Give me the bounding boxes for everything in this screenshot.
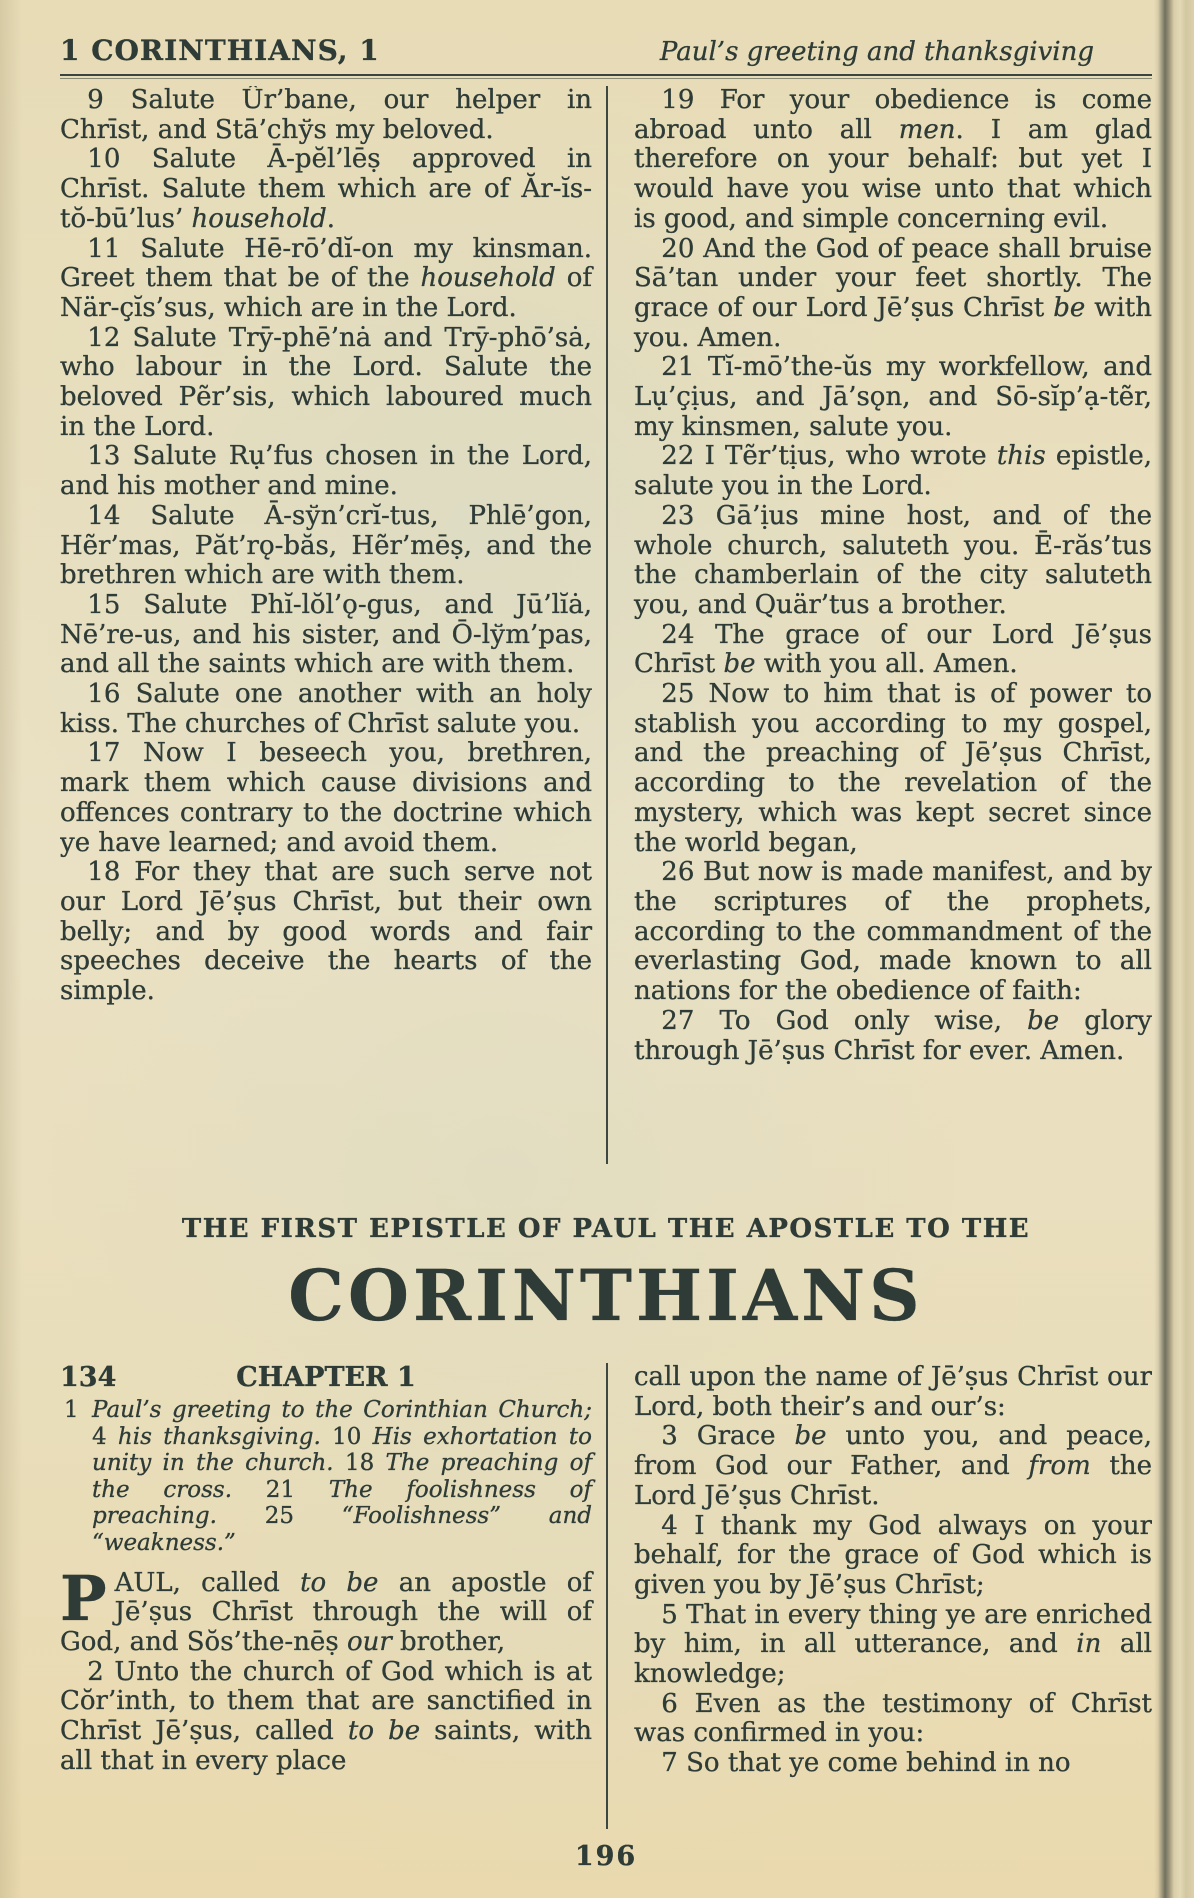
verse-text: Salute Phĭ-lŏl’ǫ-gus, and Jū’lĭȧ, Nē’re-us, and his sister, and Ō-lўm’pas, and all the saints which are with them. [60,589,593,680]
verse-text: And the God of peace shall bruise Sā’tan under your feet shortly. The grace of our Lord Jē’ṣus Chrīst be with you. Amen. [634,233,1152,353]
verse [634,1601,1152,1690]
right-text-column [606,86,1152,1164]
verse [634,442,1152,501]
verse-text: Salute Hē-rō’dĭ-on my kinsman. Greet them that be of the household of När-çĭs’sus, which are in the Lord. [60,233,592,323]
verse-text: Grace be unto you, and peace, from God our Father, and from the Lord Jē’ṣus Chrīst. [634,1421,1152,1511]
verse [60,858,592,1007]
verse [634,235,1152,354]
verse-number: 4 [661,1510,678,1541]
corinthians-chapter1-columns [60,1363,1152,1829]
verse [60,502,592,591]
verse-text: For they that are such serve not our Lord Jē’ṣus Chrīst, but their own belly; and by good words and fair speeches deceive the hearts of the simple. [60,857,593,1007]
verse [634,680,1152,858]
verse [60,591,592,680]
verse-text: Tĭ-mō’the-ŭs my workfellow, and Lụ’çịus, and Jā’sǫn, and Sō-sĭp’ạ-tẽr, my kinsmen, salute you. [634,352,1152,442]
left-verse-flow [60,1658,592,1777]
verse-number: 10 [87,144,121,175]
epistle-kicker-line: THE FIRST EPISTLE OF PAUL THE APOSTLE TO THE [181,1214,1031,1244]
verse-number: 17 [87,738,121,769]
verse-number: 21 [661,352,695,383]
verse-text: Salute one another with an holy kiss. The churches of Chrīst salute you. [60,679,592,739]
running-header [60,34,1152,67]
verse [60,1561,592,1658]
verse-number: 12 [87,322,121,353]
verse-number: 6 [661,1688,678,1719]
verse-text: Now to him that is of power to stablish you according to my gospel, and the preaching of Jē’ṣus Chrīst, according to the revelation of the mystery, which was kept secret since the world began, [634,679,1152,858]
verse-text: So that ye come behind in no [686,1748,1071,1779]
epistle-title: CORINTHIANS [288,1254,924,1337]
verse-number: 13 [87,441,121,472]
verse-number: 5 [661,1599,678,1630]
verse-text: Salute Ûr’bane, our helper in Chrīst, and Stā’chўs my beloved. [60,86,593,145]
verse [634,1007,1152,1066]
drop-cap: P [60,1561,107,1635]
verse-number: 2 [87,1656,104,1687]
verse [634,858,1152,1007]
verse-number: 25 [661,679,695,710]
book-gutter-edge [1154,0,1194,1898]
book-chapter-heading: 1 CORINTHIANS, 1 [60,34,380,67]
verse-number: 23 [661,500,695,531]
verse [60,739,592,858]
verse-text: I Tẽr’tịus, who wrote this epistle, salute you in the Lord. [634,441,1152,502]
verse [634,621,1152,680]
verse [60,1658,592,1777]
verse-number: 11 [87,233,121,264]
verse-number: 22 [661,441,695,472]
verse [634,86,1152,235]
romans-closing-columns [60,86,1152,1164]
verse-text: Unto the church of God which is at Cŏr’inth, to them that are sanctified in Chrīst Jē’ṣus, called to be saints, with all that in every place [60,1656,592,1776]
verse-text: Salute Ā-pĕl’lēṣ approved in Chrīst. Salute them which are of Ăr-ĭs-tŏ-bū’lus’ household. [60,144,593,234]
summary-text: Paul’s greeting to the Corinthian Church; 4 his thanksgiving. 10 His exhortation to unity in the church. 18 The preaching of the cross. 21 The foolishness of preaching. 25 “Foolishness” and “weakness.” [92,1397,592,1556]
verse [634,1512,1152,1601]
verse [60,442,592,501]
verse [634,353,1152,442]
verse-number: 9 [87,86,104,115]
right-verse-flow [634,1422,1152,1778]
verse [634,1690,1152,1749]
chapter-summary [60,1397,592,1557]
verse-number: 16 [87,679,121,710]
right-text-column [606,1363,1152,1829]
verse-text: Salute Ā-sўn’crĭ-tus, Phlē’gon, Hẽr’mas, Păt’rǫ-băs, Hẽr’mēṣ, and the brethren which are with them. [60,500,593,591]
verse-text: But now is made manifest, and by the scriptures of the prophets, according to the commandment of the everlasting God, made known to all nations for the obedience of faith: [634,857,1152,1007]
verse-number: 15 [87,589,121,620]
verse-number: 26 [661,857,695,888]
verse [60,324,592,443]
running-head-title: Paul’s greeting and thanksgiving [659,37,1094,67]
page-content [60,34,1152,1872]
verse [60,145,592,234]
page-number: 196 [574,1841,638,1872]
verse [634,1749,1152,1779]
left-text-column [60,86,606,1164]
verse-text: The grace of our Lord Jē’ṣus Chrīst be with you all. Amen. [634,619,1152,680]
chapter-heading-row [60,1363,592,1393]
verse-number: 3 [661,1421,678,1452]
verse [60,680,592,739]
verse-text: Even as the testimony of Chrīst was confirmed in you: [634,1688,1152,1749]
verse-text: That in every thing ye are enriched by him, in all utterance, and in all knowledge; [634,1599,1152,1690]
verse-text: Salute Rụ’fus chosen in the Lord, and his mother and mine. [60,441,593,502]
verse-continuation: call upon the name of Jē’ṣus Chrīst our Lord, both their’s and our’s: [634,1363,1152,1422]
verse-number: 14 [87,500,121,531]
verse-number: 27 [661,1005,695,1036]
verse-text: Now I beseech you, brethren, mark them which cause divisions and offences contrary to the doctrine which ye have learned; and avoid them. [60,738,592,858]
verse-number: 19 [661,86,695,115]
verse-text: Salute Trȳ-phē’nȧ and Trȳ-phō’sȧ, who labour in the Lord. Salute the beloved Pẽr’sis, which laboured much in the Lord. [60,322,592,442]
verse-text: Gā’ịus mine host, and of the whole church, saluteth you. Ē-răs’tus the chamberlain of the city saluteth you, and Quär’tus a brother. [634,500,1152,620]
verse [60,235,592,324]
verse-text: I thank my God always on your behalf, for the grace of God which is given you by Jē’ṣus Chrīst; [634,1510,1152,1600]
verse [60,86,592,145]
verse-number: 7 [661,1748,678,1779]
header-rule [60,74,1152,79]
verse-number: 18 [87,857,121,888]
verse-text: AUL, called to be an apostle of Jē’ṣus Chrīst through the will of God, and Sŏs’the-nēṣ our brother, [60,1567,592,1657]
left-page-edge-shading [0,0,22,1898]
left-text-column [60,1363,606,1829]
verse-number: 24 [661,619,695,650]
chapter-heading: CHAPTER 1 [236,1363,416,1393]
verse-text: To God only wise, be glory through Jē’ṣus Chrīst for ever. Amen. [634,1005,1152,1066]
summary-lead-number: 1 [64,1397,79,1423]
verse-number: 20 [661,233,695,264]
verse [634,502,1152,621]
verse [634,1422,1152,1511]
verse-text: For your obedience is come abroad unto all men. I am glad therefore on your behalf: but yet I would have you wise unto that which is good, and simple concerning evil. [634,86,1152,234]
section-number: 134 [60,1363,117,1393]
